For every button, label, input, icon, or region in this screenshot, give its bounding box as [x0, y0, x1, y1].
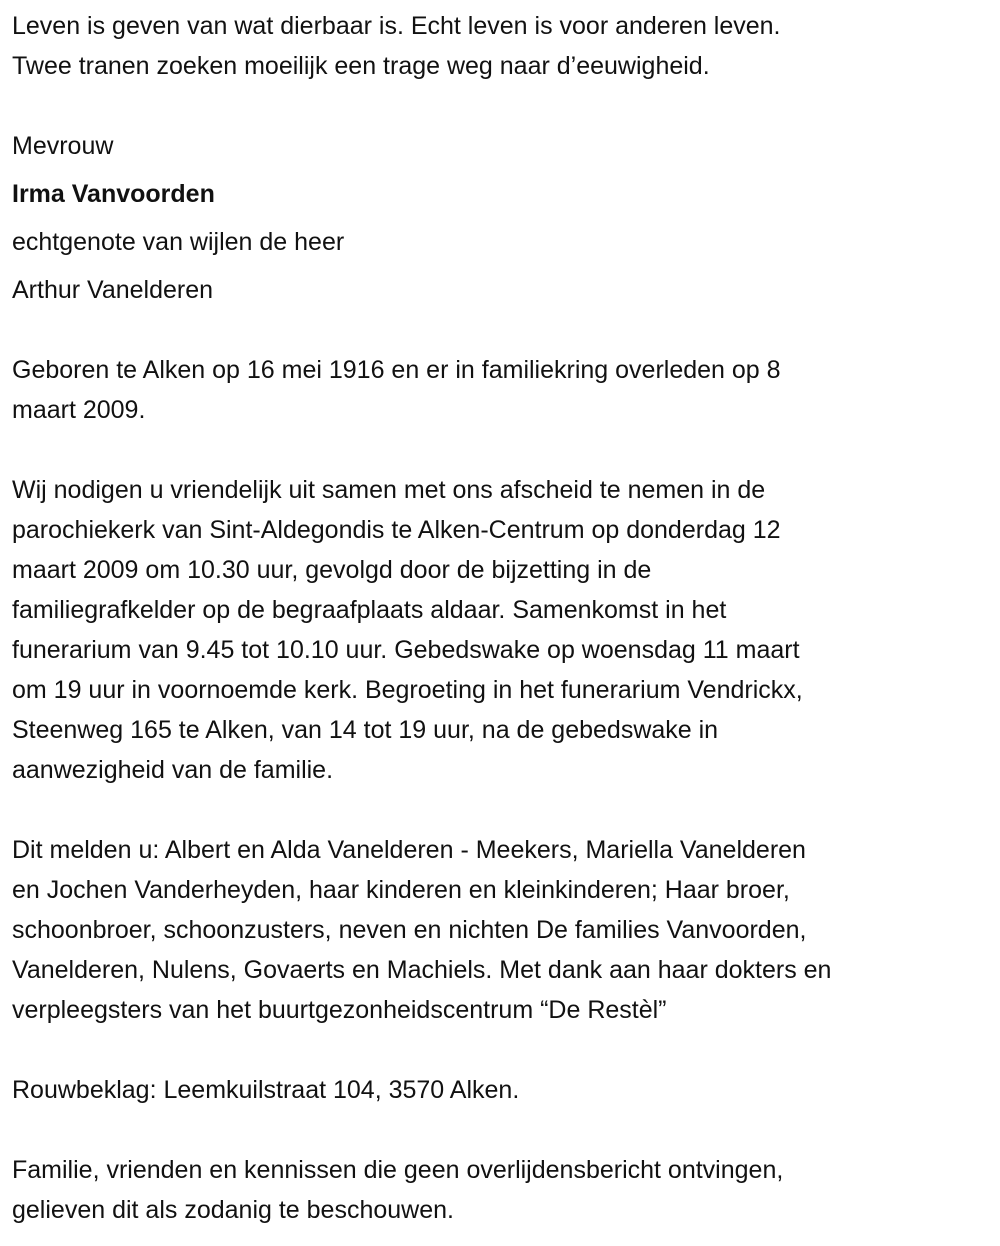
motto-line: Leven is geven van wat dierbaar is. Echt leven is voor anderen leven. [12, 12, 781, 40]
spouse-name: Arthur Vanelderen [12, 276, 214, 304]
motto [12, 6, 781, 86]
text-line: om 19 uur in voornoemde kerk. Begroeting in het funerarium Vendrickx, [12, 676, 803, 704]
text-line: maart 2009 om 10.30 uur, gevolgd door de bijzetting in de [12, 556, 652, 584]
text-line: Familie, vrienden en kennissen die geen overlijdensbericht ontvingen, [12, 1156, 784, 1184]
text-line: Geboren te Alken op 16 mei 1916 en er in familiekring overleden op 8 [12, 356, 781, 384]
text-line: gelieven dit als zodanig te beschouwen. [12, 1196, 454, 1224]
text-line: funerarium van 9.45 tot 10.10 uur. Gebedswake op woensdag 11 maart [12, 636, 800, 664]
text-line: Dit melden u: Albert en Alda Vanelderen - Meekers, Mariella Vanelderen [12, 836, 806, 864]
salutation: Mevrouw [12, 132, 114, 160]
birth-death [12, 350, 781, 430]
condolence-address [12, 1070, 519, 1110]
text-line: aanwezigheid van de familie. [12, 756, 334, 784]
text-line: verpleegsters van het buurtgezonheidscentrum “De Restèl” [12, 996, 667, 1024]
deceased-name: Irma Vanvoorden [12, 180, 215, 208]
motto-line: Twee tranen zoeken moeilijk een trage weg naar d’eeuwigheid. [12, 52, 710, 80]
text-line: Wij nodigen u vriendelijk uit samen met ons afscheid te nemen in de [12, 476, 766, 504]
announcers [12, 830, 831, 1030]
text-line: en Jochen Vanderheyden, haar kinderen en kleinkinderen; Haar broer, [12, 876, 790, 904]
deceased-block [12, 122, 344, 314]
text-line: Rouwbeklag: Leemkuilstraat 104, 3570 Alken. [12, 1076, 520, 1104]
text-line: Steenweg 165 te Alken, van 14 tot 19 uur, na de gebedswake in [12, 716, 719, 744]
closing [12, 1150, 783, 1230]
text-line: Vanelderen, Nulens, Govaerts en Machiels. Met dank aan haar dokters en [12, 956, 832, 984]
invitation [12, 470, 803, 790]
text-line: schoonbroer, schoonzusters, neven en nichten De families Vanvoorden, [12, 916, 807, 944]
text-line: maart 2009. [12, 396, 146, 424]
text-line: parochiekerk van Sint-Aldegondis te Alken-Centrum op donderdag 12 [12, 516, 781, 544]
text-line: familiegrafkelder op de begraafplaats aldaar. Samenkomst in het [12, 596, 727, 624]
relation: echtgenote van wijlen de heer [12, 228, 345, 256]
